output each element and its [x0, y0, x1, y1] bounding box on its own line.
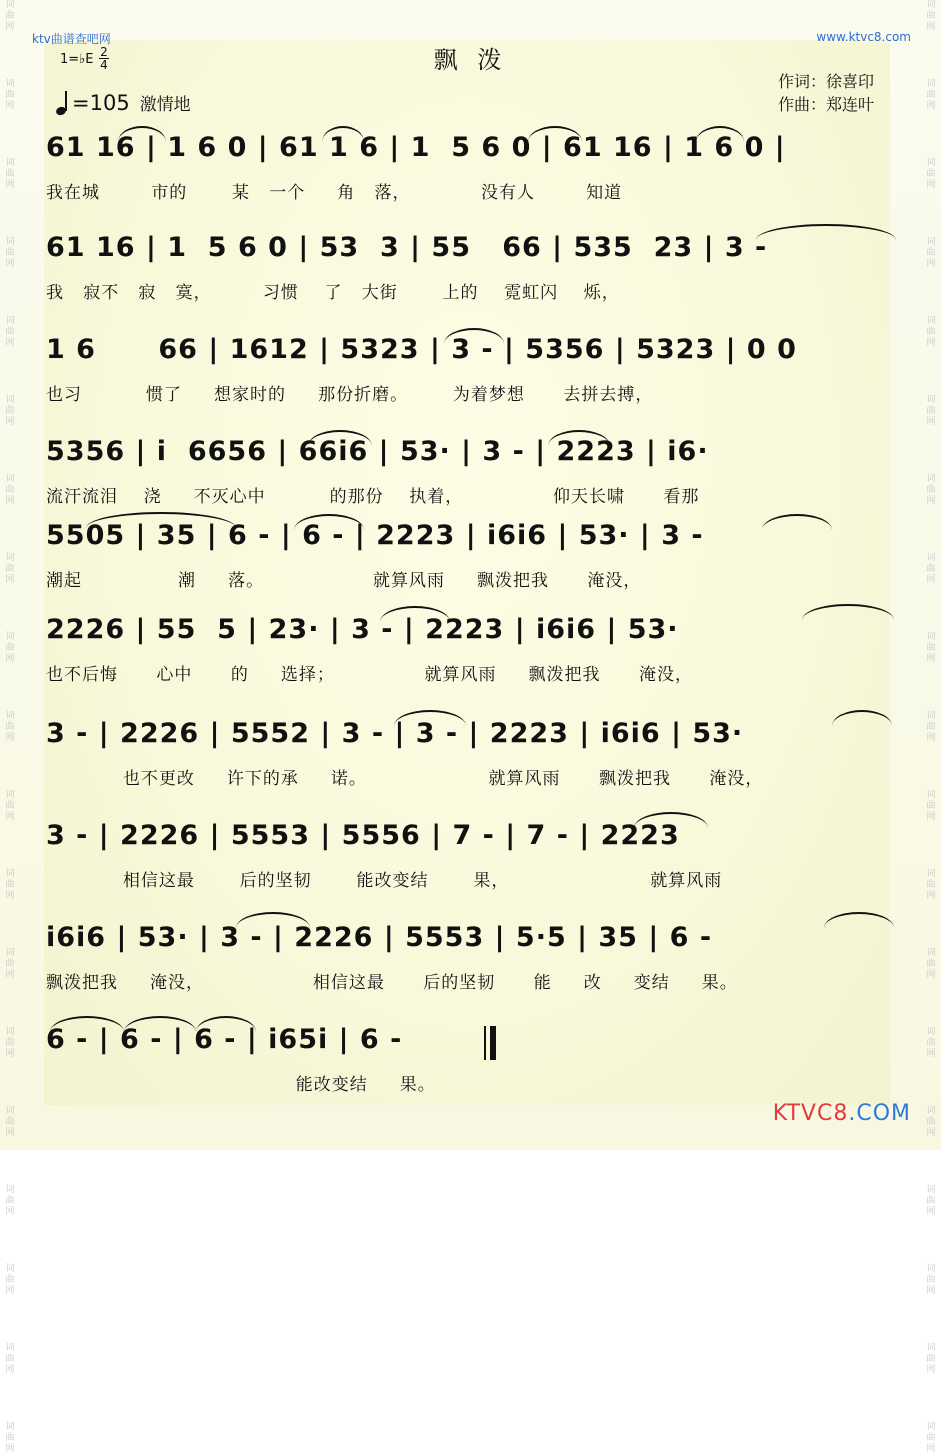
watermark-char: 曲	[5, 1117, 15, 1127]
watermark-char: 曲	[926, 406, 936, 416]
notation-line: 3 - | 2226 | 5553 | 5556 | 7 - | 7 - | 2223	[46, 820, 680, 851]
watermark-text	[5, 948, 14, 981]
watermark-text	[926, 1027, 935, 1060]
watermark-char: 网	[5, 1128, 15, 1138]
watermark-char: 网	[926, 1286, 936, 1296]
watermark-char: 网	[5, 259, 15, 269]
time-signature-bottom: 4	[100, 58, 108, 72]
watermark-char: 词	[5, 1422, 15, 1432]
watermark-char: 网	[5, 1049, 15, 1059]
watermark-char: 曲	[5, 11, 15, 21]
tempo-marking	[56, 90, 191, 115]
watermark-char: 网	[926, 22, 936, 32]
notation-line: 61 16 | 1 5 6 0 | 53 3 | 55 66 | 535 23 | 3 -	[46, 232, 768, 263]
watermark-char: 曲	[5, 959, 15, 969]
notation-line: 1 6 66 | 1612 | 5323 | 3 - | 5356 | 5323 | 0 0	[46, 334, 797, 365]
watermark-char: 曲	[926, 564, 936, 574]
watermark-char: 词	[5, 1264, 15, 1274]
bottom-site-logo[interactable]	[773, 1101, 911, 1126]
watermark-text	[5, 1264, 14, 1297]
watermark-char: 曲	[926, 11, 936, 21]
watermark-text	[5, 553, 14, 586]
watermark-char: 曲	[926, 1354, 936, 1364]
watermark-text	[5, 0, 14, 33]
watermark-char: 词	[926, 553, 936, 563]
watermark-char: 网	[5, 417, 15, 427]
watermark-char: 网	[926, 1128, 936, 1138]
lyrics-line: 潮起 潮 落。 就算风雨 飘泼把我 淹没，	[46, 571, 642, 591]
watermark-char: 网	[5, 180, 15, 190]
notation-line: 5356 | i 6656 | 66i6 | 53· | 3 - | 2223 | i6·	[46, 436, 709, 467]
watermark-char: 网	[5, 575, 15, 585]
lyricist-credit: 作词：徐喜印	[778, 72, 875, 91]
time-signature	[98, 46, 110, 71]
watermark-char: 网	[926, 1049, 936, 1059]
watermark-text	[926, 790, 935, 823]
watermark-text	[5, 1106, 14, 1139]
score-row-1	[46, 132, 896, 232]
watermark-text	[926, 553, 935, 586]
watermark-char: 词	[5, 0, 15, 10]
final-barline-thin	[484, 1026, 486, 1060]
watermark-char: 词	[926, 1343, 936, 1353]
watermark-char: 曲	[926, 1117, 936, 1127]
watermark-char: 网	[5, 1207, 15, 1217]
lyrics-line: 能改变结 果。	[46, 1075, 436, 1095]
score-row-8	[46, 820, 896, 920]
logo-text-blue: .COM	[848, 1101, 911, 1126]
watermark-text	[926, 1185, 935, 1218]
site-url-top-right[interactable]: www.ktvc8.com	[816, 30, 911, 44]
watermark-char: 词	[926, 711, 936, 721]
composer-credit: 作曲：郑连叶	[778, 95, 875, 114]
watermark-text	[926, 158, 935, 191]
watermark-char: 词	[926, 632, 936, 642]
watermark-char: 曲	[926, 327, 936, 337]
watermark-char: 词	[5, 711, 15, 721]
watermark-char: 曲	[926, 169, 936, 179]
watermark-char: 词	[926, 79, 936, 89]
watermark-char: 曲	[5, 1196, 15, 1206]
score-row-3	[46, 334, 896, 434]
watermark-char: 曲	[926, 1433, 936, 1443]
watermark-text	[5, 1422, 14, 1455]
watermark-text	[5, 632, 14, 665]
watermark-char: 曲	[926, 959, 936, 969]
watermark-text	[926, 948, 935, 981]
notation-line: 6 - | 6 - | 6 - | i65i | 6 -	[46, 1024, 403, 1055]
credits	[778, 70, 874, 116]
watermark-text	[926, 1422, 935, 1455]
watermark-char: 网	[5, 1444, 15, 1454]
watermark-char: 词	[5, 790, 15, 800]
expression-marking: 激情地	[139, 95, 191, 115]
watermark-char: 网	[5, 22, 15, 32]
key-signature: 1=♭E	[60, 52, 94, 67]
watermark-char: 词	[5, 237, 15, 247]
notation-line: i6i6 | 53· | 3 - | 2226 | 5553 | 5·5 | 35 | 6 -	[46, 922, 713, 953]
watermark-char: 网	[5, 654, 15, 664]
lyrics-line: 流汗流泪 浇 不灭心中 的那份 执着， 仰天长啸 看那	[46, 487, 700, 507]
watermark-char: 网	[926, 101, 936, 111]
watermark-char: 曲	[926, 643, 936, 653]
watermark-char: 曲	[5, 248, 15, 258]
watermark-text	[926, 632, 935, 665]
lyrics-line: 也习 惯了 想家时的 那份折磨。 为着梦想 去拼去搏，	[46, 385, 654, 405]
watermark-text	[926, 395, 935, 428]
watermark-char: 词	[5, 553, 15, 563]
watermark-text	[926, 1264, 935, 1297]
watermark-text	[5, 1027, 14, 1060]
watermark-char: 词	[5, 1185, 15, 1195]
watermark-char: 曲	[926, 722, 936, 732]
score-row-6	[46, 614, 896, 714]
watermark-char: 网	[926, 1207, 936, 1217]
watermark-text	[926, 0, 935, 33]
watermark-char: 曲	[5, 1433, 15, 1443]
watermark-text	[5, 237, 14, 270]
watermark-char: 词	[926, 869, 936, 879]
watermark-char: 曲	[5, 801, 15, 811]
watermark-char: 曲	[5, 90, 15, 100]
watermark-char: 网	[5, 101, 15, 111]
watermark-text	[926, 474, 935, 507]
watermark-char: 词	[5, 869, 15, 879]
watermark-char: 网	[5, 1365, 15, 1375]
watermark-text	[5, 1185, 14, 1218]
watermark-char: 曲	[926, 1038, 936, 1048]
watermark-char: 词	[926, 474, 936, 484]
score-row-5	[46, 520, 896, 620]
watermark-char: 词	[926, 948, 936, 958]
watermark-text	[926, 79, 935, 112]
watermark-char: 词	[926, 1185, 936, 1195]
watermark-char: 词	[5, 1343, 15, 1353]
quarter-note-icon	[56, 91, 70, 115]
watermark-char: 曲	[926, 248, 936, 258]
watermark-char: 网	[5, 733, 15, 743]
watermark-char: 曲	[5, 1038, 15, 1048]
score-row-7	[46, 718, 896, 818]
watermark-text	[5, 474, 14, 507]
watermark-char: 网	[926, 733, 936, 743]
watermark-char: 曲	[926, 1275, 936, 1285]
watermark-text	[5, 79, 14, 112]
logo-text-red: KTVC8	[772, 1101, 849, 1126]
watermark-char: 网	[926, 417, 936, 427]
watermark-char: 词	[926, 1264, 936, 1274]
watermark-char: 词	[5, 316, 15, 326]
watermark-char: 词	[926, 1106, 936, 1116]
watermark-char: 词	[926, 395, 936, 405]
notation-line: 5505 | 35 | 6 - | 6 - | 2223 | i6i6 | 53· | 3 -	[46, 520, 704, 551]
watermark-text	[926, 711, 935, 744]
left-watermark-strip	[2, 0, 18, 1454]
watermark-char: 网	[5, 891, 15, 901]
watermark-char: 曲	[926, 1196, 936, 1206]
watermark-char: 曲	[5, 643, 15, 653]
watermark-char: 网	[926, 496, 936, 506]
watermark-text	[5, 158, 14, 191]
watermark-char: 网	[926, 970, 936, 980]
watermark-char: 词	[5, 1106, 15, 1116]
notation-line: 3 - | 2226 | 5552 | 3 - | 3 - | 2223 | i6i6 | 53·	[46, 718, 744, 749]
watermark-char: 词	[5, 79, 15, 89]
watermark-char: 曲	[5, 485, 15, 495]
watermark-char: 词	[5, 474, 15, 484]
watermark-char: 网	[5, 1286, 15, 1296]
site-name-top-left[interactable]: ktv曲谱查吧网	[32, 32, 111, 46]
watermark-char: 曲	[926, 801, 936, 811]
final-barline-thick	[490, 1026, 496, 1060]
watermark-char: 曲	[5, 564, 15, 574]
lyrics-line: 也不后悔 心中 的 选择； 就算风雨 飘泼把我 淹没，	[46, 665, 693, 685]
watermark-char: 网	[926, 259, 936, 269]
score-row-10	[46, 1024, 896, 1124]
watermark-char: 曲	[5, 169, 15, 179]
score-row-9	[46, 922, 896, 1022]
watermark-char: 网	[5, 812, 15, 822]
watermark-text	[5, 790, 14, 823]
watermark-text	[926, 316, 935, 349]
watermark-char: 词	[5, 395, 15, 405]
watermark-text	[926, 1106, 935, 1139]
watermark-char: 词	[926, 316, 936, 326]
watermark-text	[926, 869, 935, 902]
watermark-char: 词	[926, 0, 936, 10]
watermark-char: 网	[926, 180, 936, 190]
watermark-char: 词	[5, 632, 15, 642]
notation-line: 2226 | 55 5 | 23· | 3 - | 2223 | i6i6 | 53·	[46, 614, 679, 645]
watermark-char: 网	[926, 338, 936, 348]
lyrics-line: 我在城 市的 某 一个 角 落， 没有人 知道	[46, 183, 623, 203]
lyrics-line: 我 寂不 寂 寞， 习惯 了 大街 上的 霓虹闪 烁，	[46, 283, 620, 303]
watermark-char: 网	[5, 496, 15, 506]
watermark-char: 词	[926, 1422, 936, 1432]
watermark-char: 网	[5, 970, 15, 980]
watermark-text	[5, 711, 14, 744]
watermark-char: 曲	[5, 327, 15, 337]
score-row-2	[46, 232, 896, 332]
watermark-char: 曲	[5, 1354, 15, 1364]
watermark-char: 曲	[5, 1275, 15, 1285]
watermark-char: 词	[926, 790, 936, 800]
watermark-char: 曲	[926, 90, 936, 100]
watermark-char: 网	[926, 575, 936, 585]
watermark-char: 词	[926, 1027, 936, 1037]
watermark-char: 词	[926, 237, 936, 247]
watermark-char: 词	[5, 948, 15, 958]
watermark-char: 网	[926, 654, 936, 664]
watermark-char: 网	[5, 338, 15, 348]
lyrics-line: 也不更改 许下的承 诺。 就算风雨 飘泼把我 淹没，	[46, 769, 764, 789]
lyrics-line: 飘泼把我 淹没， 相信这最 后的坚韧 能 改 变结 果。	[46, 973, 738, 993]
watermark-char: 曲	[5, 722, 15, 732]
watermark-char: 网	[926, 1444, 936, 1454]
lyrics-line: 相信这最 后的坚韧 能改变结 果， 就算风雨	[46, 871, 723, 891]
watermark-char: 词	[5, 1027, 15, 1037]
tempo-value: =105	[72, 90, 130, 115]
watermark-char: 曲	[5, 880, 15, 890]
watermark-text	[5, 316, 14, 349]
right-watermark-strip	[923, 0, 939, 1454]
watermark-char: 曲	[5, 406, 15, 416]
watermark-text	[926, 237, 935, 270]
time-signature-top: 2	[100, 45, 108, 59]
watermark-char: 词	[926, 158, 936, 168]
watermark-text	[5, 395, 14, 428]
watermark-text	[5, 1343, 14, 1376]
watermark-char: 曲	[926, 880, 936, 890]
watermark-char: 网	[926, 891, 936, 901]
watermark-char: 词	[5, 158, 15, 168]
watermark-text	[5, 869, 14, 902]
watermark-text	[926, 1343, 935, 1376]
song-title: 飘 泼	[433, 46, 508, 74]
notation-line: 61 16 | 1 6 0 | 61 1 6 | 1 5 6 0 | 61 16 | 1 6 0 |	[46, 132, 786, 163]
watermark-char: 网	[926, 1365, 936, 1375]
watermark-char: 曲	[926, 485, 936, 495]
watermark-char: 网	[926, 812, 936, 822]
